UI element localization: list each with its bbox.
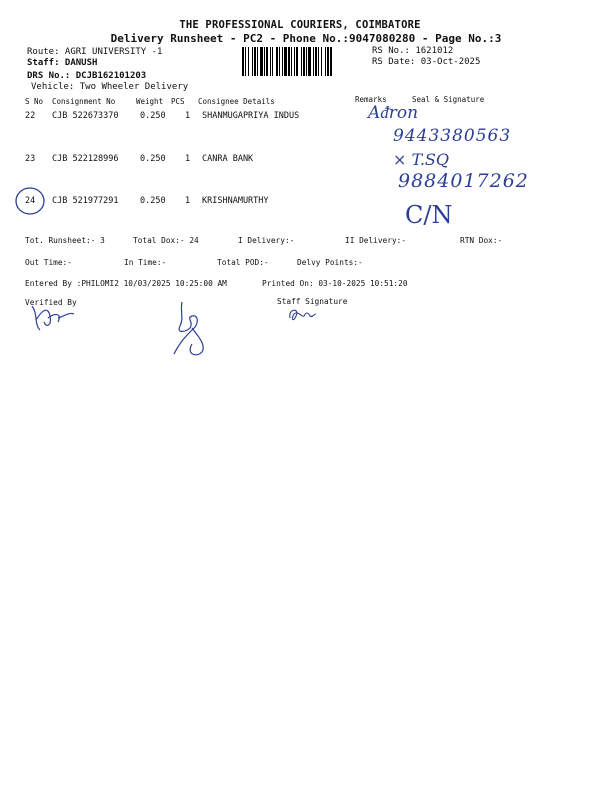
in-time: In Time:- [124,258,167,267]
row-22-weight: 0.250 [140,111,166,121]
entered-by-signature [166,298,214,362]
staff-label: Staff: DANUSH [27,58,98,68]
row-24-consignment: CJB 521977291 [52,196,119,206]
row-23-consignment: CJB 522128996 [52,154,119,164]
i-delivery: I Delivery:- [238,236,295,245]
row-23-pcs: 1 [185,154,191,164]
row-23-consignee: CANRA BANK [202,154,254,164]
handwritten-cn-mark-24: C/N [405,201,453,229]
row-24-sno: 24 [25,196,36,206]
verified-by-label: Verified By [25,298,77,307]
row-22-sno: 22 [25,111,36,121]
col-consignee: Consignee Details [198,97,275,106]
staff-signature [286,306,322,326]
row-22-pcs: 1 [185,111,191,121]
row-24-pcs: 1 [185,196,191,206]
verified-by-signature [28,300,76,336]
row-23-sno: 23 [25,154,36,164]
row-24-consignee: KRISHNAMURTHY [202,196,269,206]
handwritten-name-22: Aᵭron [368,103,419,123]
col-consignment: Consignment No [52,97,116,106]
col-weight: Weight [136,97,164,106]
col-sno: S No [25,97,44,106]
total-pod: Total POD:- [217,258,269,267]
col-pcs: PCS [171,97,185,106]
route-label: Route: AGRI UNIVERSITY -1 [27,47,163,57]
runsheet-subtitle: Delivery Runsheet - PC2 - Phone No.:9047080280 - Page No.:3 [110,32,502,45]
row-22-consignment: CJB 522673370 [52,111,119,121]
delvy-points: Delvy Points:- [297,258,363,267]
out-time: Out Time:- [25,258,72,267]
staff-signature-label: Staff Signature [277,297,348,306]
row-24-circle-mark [14,186,48,218]
total-dox: Total Dox:- 24 [133,236,199,245]
rtn-dox: RTN Dox:- [460,236,503,245]
rs-number: RS No.: 1621012 [372,46,454,56]
ii-delivery: II Delivery:- [345,236,407,245]
handwritten-phone-22: 9443380563 [393,126,512,146]
printed-on: Printed On: 03-10-2025 10:51:20 [262,279,408,288]
company-title: THE PROFESSIONAL COURIERS, COIMBATORE [179,19,421,31]
rs-date: RS Date: 03-Oct-2025 [372,57,481,67]
col-seal-signature: Seal & Signature [412,95,485,104]
row-24-weight: 0.250 [140,196,166,206]
row-23-weight: 0.250 [140,154,166,164]
entered-by: Entered By :PHILOMI2 10/03/2025 10:25:00 AM [25,279,227,288]
row-22-consignee: SHANMUGAPRIYA INDUS [202,111,300,121]
vehicle-label: Vehicle: Two Wheeler Delivery [31,82,189,92]
tot-runsheet: Tot. Runsheet:- 3 [25,236,105,245]
col-remarks: Remarks [355,95,387,104]
handwritten-name-23: × T.SQ [393,150,449,169]
handwritten-phone-23: 9884017262 [398,170,529,192]
drs-number: DRS No.: DCJB162101203 [27,71,147,81]
barcode [242,47,367,76]
